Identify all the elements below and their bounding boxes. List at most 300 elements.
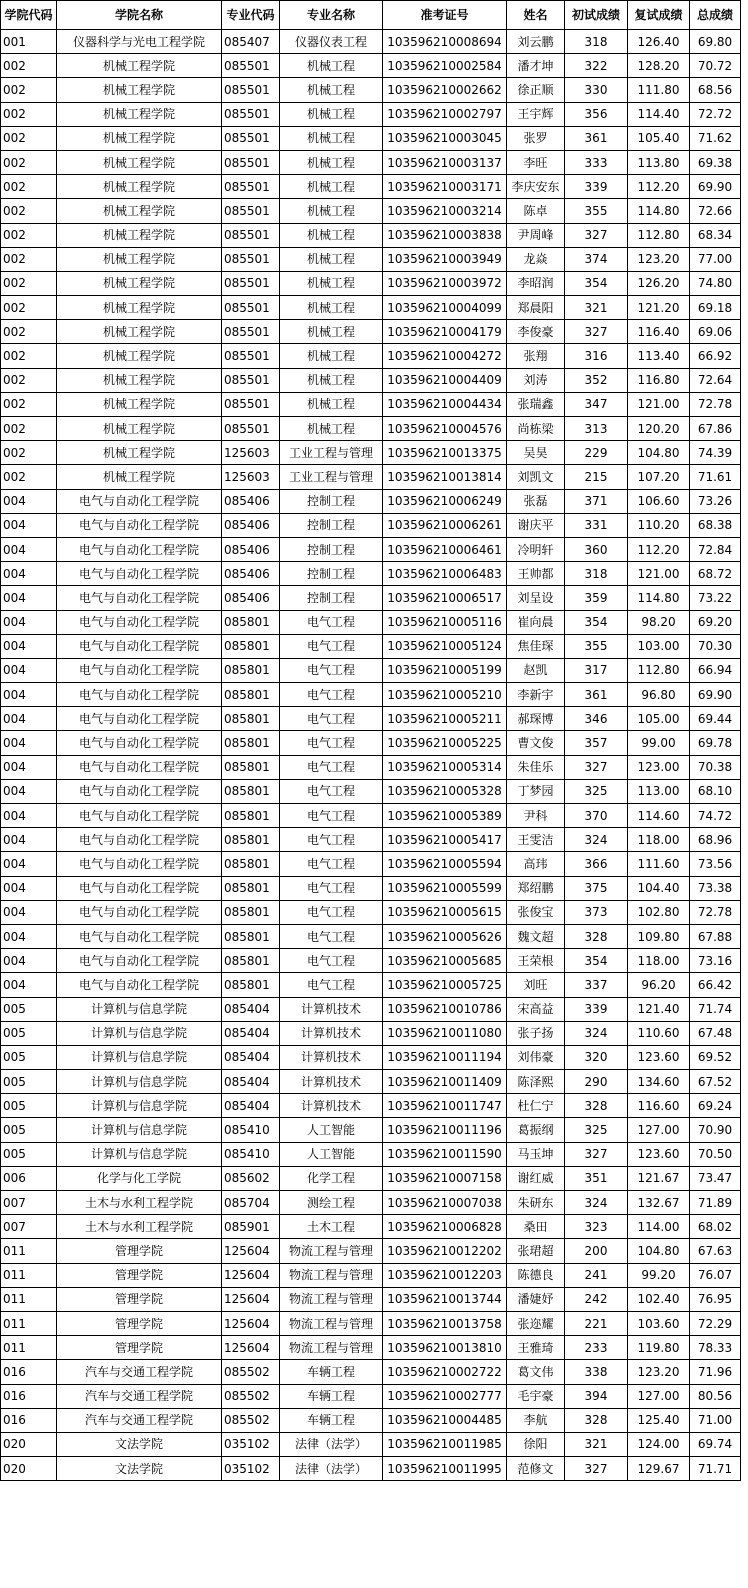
initial-score-cell: 355 xyxy=(565,199,628,223)
major-name-cell: 机械工程 xyxy=(280,368,383,392)
table-row xyxy=(1,320,741,344)
major-name-cell: 机械工程 xyxy=(280,247,383,271)
college-name-cell: 机械工程学院 xyxy=(57,102,222,126)
total-score-cell: 67.86 xyxy=(690,417,741,441)
exam-id-cell: 103596210004409 xyxy=(383,368,507,392)
student-name-cell: 郑晨阳 xyxy=(507,296,565,320)
major-code-cell: 125604 xyxy=(222,1311,280,1335)
exam-id-cell: 103596210005116 xyxy=(383,610,507,634)
major-code-cell: 085801 xyxy=(222,755,280,779)
initial-score-cell: 360 xyxy=(565,537,628,561)
college-code-cell: 002 xyxy=(1,102,57,126)
exam-id-cell: 103596210002777 xyxy=(383,1384,507,1408)
college-code-cell: 002 xyxy=(1,175,57,199)
table-row xyxy=(1,707,741,731)
table-row xyxy=(1,1215,741,1239)
student-name-cell: 吴昊 xyxy=(507,441,565,465)
student-name-cell: 尚栋梁 xyxy=(507,417,565,441)
exam-id-cell: 103596210013375 xyxy=(383,441,507,465)
major-code-cell: 085801 xyxy=(222,949,280,973)
major-code-cell: 085801 xyxy=(222,973,280,997)
student-name-cell: 郑绍鹏 xyxy=(507,876,565,900)
initial-score-cell: 327 xyxy=(565,755,628,779)
major-code-cell: 085901 xyxy=(222,1215,280,1239)
initial-score-cell: 337 xyxy=(565,973,628,997)
initial-score-cell: 325 xyxy=(565,779,628,803)
retest-score-cell: 113.00 xyxy=(628,779,690,803)
major-code-cell: 085501 xyxy=(222,296,280,320)
total-score-cell: 73.47 xyxy=(690,1166,741,1190)
college-code-cell: 005 xyxy=(1,1070,57,1094)
college-name-cell: 管理学院 xyxy=(57,1311,222,1335)
initial-score-cell: 333 xyxy=(565,150,628,174)
major-name-cell: 仪器仪表工程 xyxy=(280,30,383,54)
college-code-cell: 002 xyxy=(1,247,57,271)
retest-score-cell: 118.00 xyxy=(628,949,690,973)
table-row xyxy=(1,392,741,416)
exam-id-cell: 103596210005417 xyxy=(383,828,507,852)
table-row xyxy=(1,1142,741,1166)
total-score-cell: 66.94 xyxy=(690,658,741,682)
major-code-cell: 085801 xyxy=(222,924,280,948)
table-row xyxy=(1,876,741,900)
college-code-cell: 004 xyxy=(1,707,57,731)
total-score-cell: 77.00 xyxy=(690,247,741,271)
initial-score-cell: 233 xyxy=(565,1336,628,1360)
total-score-cell: 68.96 xyxy=(690,828,741,852)
total-score-cell: 67.52 xyxy=(690,1070,741,1094)
total-score-cell: 69.90 xyxy=(690,683,741,707)
college-name-cell: 文法学院 xyxy=(57,1432,222,1456)
student-name-cell: 葛文伟 xyxy=(507,1360,565,1384)
major-name-cell: 控制工程 xyxy=(280,586,383,610)
major-name-cell: 控制工程 xyxy=(280,489,383,513)
total-score-cell: 74.80 xyxy=(690,271,741,295)
major-name-cell: 机械工程 xyxy=(280,199,383,223)
exam-id-cell: 103596210005685 xyxy=(383,949,507,973)
exam-id-cell: 103596210005225 xyxy=(383,731,507,755)
student-name-cell: 毛宇豪 xyxy=(507,1384,565,1408)
exam-id-cell: 103596210011995 xyxy=(383,1457,507,1481)
college-code-cell: 004 xyxy=(1,973,57,997)
exam-id-cell: 103596210011196 xyxy=(383,1118,507,1142)
college-name-cell: 电气与自动化工程学院 xyxy=(57,634,222,658)
major-name-cell: 车辆工程 xyxy=(280,1384,383,1408)
college-code-cell: 002 xyxy=(1,296,57,320)
student-name-cell: 陈卓 xyxy=(507,199,565,223)
initial-score-cell: 328 xyxy=(565,924,628,948)
student-name-cell: 李俊豪 xyxy=(507,320,565,344)
student-name-cell: 杜仁宁 xyxy=(507,1094,565,1118)
major-code-cell: 085801 xyxy=(222,731,280,755)
total-score-cell: 70.50 xyxy=(690,1142,741,1166)
college-code-cell: 004 xyxy=(1,755,57,779)
major-code-cell: 085704 xyxy=(222,1191,280,1215)
header-initial-score: 初试成绩 xyxy=(565,1,628,30)
retest-score-cell: 126.20 xyxy=(628,271,690,295)
student-name-cell: 陈泽熙 xyxy=(507,1070,565,1094)
total-score-cell: 70.90 xyxy=(690,1118,741,1142)
major-code-cell: 085406 xyxy=(222,537,280,561)
initial-score-cell: 347 xyxy=(565,392,628,416)
total-score-cell: 67.63 xyxy=(690,1239,741,1263)
table-row xyxy=(1,1432,741,1456)
college-name-cell: 计算机与信息学院 xyxy=(57,1070,222,1094)
major-code-cell: 085404 xyxy=(222,1070,280,1094)
total-score-cell: 70.30 xyxy=(690,634,741,658)
college-name-cell: 电气与自动化工程学院 xyxy=(57,658,222,682)
table-row xyxy=(1,900,741,924)
table-row xyxy=(1,1239,741,1263)
table-row xyxy=(1,1360,741,1384)
table-row xyxy=(1,658,741,682)
college-name-cell: 土木与水利工程学院 xyxy=(57,1215,222,1239)
total-score-cell: 73.22 xyxy=(690,586,741,610)
college-name-cell: 汽车与交通工程学院 xyxy=(57,1384,222,1408)
major-name-cell: 物流工程与管理 xyxy=(280,1239,383,1263)
exam-id-cell: 103596210005314 xyxy=(383,755,507,779)
student-name-cell: 张翔 xyxy=(507,344,565,368)
exam-id-cell: 103596210008694 xyxy=(383,30,507,54)
student-name-cell: 潘婕妤 xyxy=(507,1287,565,1311)
table-row xyxy=(1,54,741,78)
retest-score-cell: 114.00 xyxy=(628,1215,690,1239)
exam-id-cell: 103596210004272 xyxy=(383,344,507,368)
table-row xyxy=(1,247,741,271)
college-code-cell: 005 xyxy=(1,1118,57,1142)
retest-score-cell: 106.60 xyxy=(628,489,690,513)
exam-id-cell: 103596210010786 xyxy=(383,997,507,1021)
retest-score-cell: 120.20 xyxy=(628,417,690,441)
college-code-cell: 004 xyxy=(1,852,57,876)
student-name-cell: 龙焱 xyxy=(507,247,565,271)
initial-score-cell: 375 xyxy=(565,876,628,900)
retest-score-cell: 129.67 xyxy=(628,1457,690,1481)
student-name-cell: 王荣根 xyxy=(507,949,565,973)
college-name-cell: 计算机与信息学院 xyxy=(57,1094,222,1118)
total-score-cell: 69.18 xyxy=(690,296,741,320)
total-score-cell: 71.61 xyxy=(690,465,741,489)
college-code-cell: 005 xyxy=(1,1021,57,1045)
student-name-cell: 李旺 xyxy=(507,150,565,174)
total-score-cell: 72.84 xyxy=(690,537,741,561)
initial-score-cell: 339 xyxy=(565,175,628,199)
major-name-cell: 机械工程 xyxy=(280,175,383,199)
total-score-cell: 66.92 xyxy=(690,344,741,368)
student-name-cell: 王雯洁 xyxy=(507,828,565,852)
retest-score-cell: 109.80 xyxy=(628,924,690,948)
retest-score-cell: 125.40 xyxy=(628,1408,690,1432)
student-name-cell: 王帅都 xyxy=(507,562,565,586)
total-score-cell: 70.38 xyxy=(690,755,741,779)
table-row xyxy=(1,852,741,876)
college-code-cell: 016 xyxy=(1,1360,57,1384)
major-name-cell: 测绘工程 xyxy=(280,1191,383,1215)
total-score-cell: 69.78 xyxy=(690,731,741,755)
exam-id-cell: 103596210003838 xyxy=(383,223,507,247)
student-name-cell: 徐正顺 xyxy=(507,78,565,102)
retest-score-cell: 112.20 xyxy=(628,537,690,561)
exam-id-cell: 103596210013814 xyxy=(383,465,507,489)
major-code-cell: 085502 xyxy=(222,1384,280,1408)
student-name-cell: 谢庆平 xyxy=(507,513,565,537)
major-name-cell: 人工智能 xyxy=(280,1118,383,1142)
college-code-cell: 004 xyxy=(1,683,57,707)
major-code-cell: 085801 xyxy=(222,658,280,682)
retest-score-cell: 134.60 xyxy=(628,1070,690,1094)
retest-score-cell: 114.80 xyxy=(628,199,690,223)
major-code-cell: 085501 xyxy=(222,417,280,441)
initial-score-cell: 357 xyxy=(565,731,628,755)
major-code-cell: 125603 xyxy=(222,465,280,489)
college-code-cell: 006 xyxy=(1,1166,57,1190)
exam-id-cell: 103596210002584 xyxy=(383,54,507,78)
exam-id-cell: 103596210004485 xyxy=(383,1408,507,1432)
student-name-cell: 桑田 xyxy=(507,1215,565,1239)
initial-score-cell: 323 xyxy=(565,1215,628,1239)
initial-score-cell: 371 xyxy=(565,489,628,513)
retest-score-cell: 121.20 xyxy=(628,296,690,320)
college-name-cell: 管理学院 xyxy=(57,1336,222,1360)
table-row xyxy=(1,1191,741,1215)
initial-score-cell: 354 xyxy=(565,271,628,295)
major-code-cell: 085407 xyxy=(222,30,280,54)
major-name-cell: 法律（法学） xyxy=(280,1432,383,1456)
major-code-cell: 085501 xyxy=(222,150,280,174)
retest-score-cell: 96.80 xyxy=(628,683,690,707)
college-name-cell: 机械工程学院 xyxy=(57,417,222,441)
header-college-name: 学院名称 xyxy=(57,1,222,30)
total-score-cell: 72.78 xyxy=(690,392,741,416)
exam-id-cell: 103596210003214 xyxy=(383,199,507,223)
initial-score-cell: 361 xyxy=(565,683,628,707)
major-name-cell: 物流工程与管理 xyxy=(280,1287,383,1311)
table-row xyxy=(1,586,741,610)
exam-id-cell: 103596210011747 xyxy=(383,1094,507,1118)
college-name-cell: 电气与自动化工程学院 xyxy=(57,513,222,537)
initial-score-cell: 325 xyxy=(565,1118,628,1142)
major-name-cell: 化学工程 xyxy=(280,1166,383,1190)
major-code-cell: 085801 xyxy=(222,610,280,634)
college-code-cell: 002 xyxy=(1,368,57,392)
major-code-cell: 125604 xyxy=(222,1239,280,1263)
major-name-cell: 计算机技术 xyxy=(280,1045,383,1069)
initial-score-cell: 354 xyxy=(565,610,628,634)
retest-score-cell: 121.00 xyxy=(628,392,690,416)
retest-score-cell: 105.00 xyxy=(628,707,690,731)
initial-score-cell: 374 xyxy=(565,247,628,271)
table-row xyxy=(1,465,741,489)
table-row xyxy=(1,634,741,658)
header-name: 姓名 xyxy=(507,1,565,30)
major-code-cell: 085501 xyxy=(222,368,280,392)
college-code-cell: 002 xyxy=(1,54,57,78)
college-code-cell: 005 xyxy=(1,997,57,1021)
retest-score-cell: 112.80 xyxy=(628,658,690,682)
major-name-cell: 物流工程与管理 xyxy=(280,1263,383,1287)
total-score-cell: 74.72 xyxy=(690,804,741,828)
college-name-cell: 机械工程学院 xyxy=(57,223,222,247)
table-row xyxy=(1,102,741,126)
table-row xyxy=(1,683,741,707)
college-name-cell: 机械工程学院 xyxy=(57,296,222,320)
table-row xyxy=(1,1287,741,1311)
initial-score-cell: 327 xyxy=(565,223,628,247)
college-code-cell: 004 xyxy=(1,949,57,973)
major-code-cell: 035102 xyxy=(222,1457,280,1481)
college-name-cell: 电气与自动化工程学院 xyxy=(57,804,222,828)
college-code-cell: 020 xyxy=(1,1432,57,1456)
exam-id-cell: 103596210011985 xyxy=(383,1432,507,1456)
retest-score-cell: 123.20 xyxy=(628,1360,690,1384)
initial-score-cell: 331 xyxy=(565,513,628,537)
student-name-cell: 王雅琦 xyxy=(507,1336,565,1360)
retest-score-cell: 99.20 xyxy=(628,1263,690,1287)
initial-score-cell: 215 xyxy=(565,465,628,489)
total-score-cell: 71.89 xyxy=(690,1191,741,1215)
total-score-cell: 69.38 xyxy=(690,150,741,174)
initial-score-cell: 229 xyxy=(565,441,628,465)
college-code-cell: 005 xyxy=(1,1045,57,1069)
total-score-cell: 68.02 xyxy=(690,1215,741,1239)
initial-score-cell: 317 xyxy=(565,658,628,682)
exam-id-cell: 103596210006461 xyxy=(383,537,507,561)
total-score-cell: 66.42 xyxy=(690,973,741,997)
student-name-cell: 刘云鹏 xyxy=(507,30,565,54)
total-score-cell: 69.24 xyxy=(690,1094,741,1118)
college-code-cell: 004 xyxy=(1,562,57,586)
college-name-cell: 电气与自动化工程学院 xyxy=(57,949,222,973)
college-name-cell: 土木与水利工程学院 xyxy=(57,1191,222,1215)
college-code-cell: 011 xyxy=(1,1239,57,1263)
total-score-cell: 68.72 xyxy=(690,562,741,586)
major-name-cell: 法律（法学） xyxy=(280,1457,383,1481)
retest-score-cell: 104.80 xyxy=(628,441,690,465)
major-code-cell: 085501 xyxy=(222,126,280,150)
table-row xyxy=(1,150,741,174)
student-name-cell: 李新宇 xyxy=(507,683,565,707)
college-name-cell: 机械工程学院 xyxy=(57,368,222,392)
college-name-cell: 计算机与信息学院 xyxy=(57,1021,222,1045)
total-score-cell: 69.80 xyxy=(690,30,741,54)
college-code-cell: 004 xyxy=(1,537,57,561)
college-code-cell: 011 xyxy=(1,1336,57,1360)
major-name-cell: 土木工程 xyxy=(280,1215,383,1239)
retest-score-cell: 128.20 xyxy=(628,54,690,78)
major-name-cell: 计算机技术 xyxy=(280,1094,383,1118)
table-row xyxy=(1,1336,741,1360)
total-score-cell: 72.66 xyxy=(690,199,741,223)
major-name-cell: 电气工程 xyxy=(280,707,383,731)
initial-score-cell: 241 xyxy=(565,1263,628,1287)
total-score-cell: 71.71 xyxy=(690,1457,741,1481)
student-name-cell: 崔向晨 xyxy=(507,610,565,634)
college-code-cell: 002 xyxy=(1,417,57,441)
total-score-cell: 73.16 xyxy=(690,949,741,973)
college-code-cell: 004 xyxy=(1,900,57,924)
student-name-cell: 张迩耀 xyxy=(507,1311,565,1335)
exam-id-cell: 103596210005626 xyxy=(383,924,507,948)
college-code-cell: 016 xyxy=(1,1408,57,1432)
exam-id-cell: 103596210004179 xyxy=(383,320,507,344)
college-code-cell: 001 xyxy=(1,30,57,54)
major-name-cell: 电气工程 xyxy=(280,755,383,779)
major-code-cell: 085801 xyxy=(222,876,280,900)
initial-score-cell: 355 xyxy=(565,634,628,658)
initial-score-cell: 370 xyxy=(565,804,628,828)
initial-score-cell: 316 xyxy=(565,344,628,368)
total-score-cell: 74.39 xyxy=(690,441,741,465)
student-name-cell: 朱研东 xyxy=(507,1191,565,1215)
college-name-cell: 仪器科学与光电工程学院 xyxy=(57,30,222,54)
initial-score-cell: 324 xyxy=(565,828,628,852)
initial-score-cell: 242 xyxy=(565,1287,628,1311)
college-name-cell: 机械工程学院 xyxy=(57,175,222,199)
retest-score-cell: 113.40 xyxy=(628,344,690,368)
initial-score-cell: 327 xyxy=(565,1457,628,1481)
college-code-cell: 016 xyxy=(1,1384,57,1408)
college-name-cell: 电气与自动化工程学院 xyxy=(57,900,222,924)
exam-id-cell: 103596210006261 xyxy=(383,513,507,537)
exam-id-cell: 103596210012202 xyxy=(383,1239,507,1263)
initial-score-cell: 352 xyxy=(565,368,628,392)
table-row xyxy=(1,1045,741,1069)
exam-id-cell: 103596210003045 xyxy=(383,126,507,150)
retest-score-cell: 96.20 xyxy=(628,973,690,997)
student-name-cell: 李航 xyxy=(507,1408,565,1432)
major-name-cell: 机械工程 xyxy=(280,150,383,174)
retest-score-cell: 110.20 xyxy=(628,513,690,537)
table-row xyxy=(1,828,741,852)
table-row xyxy=(1,924,741,948)
student-name-cell: 尹科 xyxy=(507,804,565,828)
retest-score-cell: 126.40 xyxy=(628,30,690,54)
table-body xyxy=(1,30,741,1481)
major-name-cell: 人工智能 xyxy=(280,1142,383,1166)
exam-id-cell: 103596210006483 xyxy=(383,562,507,586)
college-code-cell: 002 xyxy=(1,150,57,174)
major-code-cell: 085501 xyxy=(222,199,280,223)
major-name-cell: 电气工程 xyxy=(280,949,383,973)
retest-score-cell: 104.40 xyxy=(628,876,690,900)
student-name-cell: 刘涛 xyxy=(507,368,565,392)
exam-id-cell: 103596210005199 xyxy=(383,658,507,682)
college-name-cell: 管理学院 xyxy=(57,1239,222,1263)
exam-id-cell: 103596210005328 xyxy=(383,779,507,803)
initial-score-cell: 361 xyxy=(565,126,628,150)
major-code-cell: 085501 xyxy=(222,78,280,102)
header-major-name: 专业名称 xyxy=(280,1,383,30)
retest-score-cell: 116.80 xyxy=(628,368,690,392)
initial-score-cell: 321 xyxy=(565,1432,628,1456)
major-code-cell: 085502 xyxy=(222,1360,280,1384)
total-score-cell: 73.26 xyxy=(690,489,741,513)
table-row xyxy=(1,223,741,247)
major-code-cell: 085501 xyxy=(222,247,280,271)
major-code-cell: 125604 xyxy=(222,1263,280,1287)
college-name-cell: 机械工程学院 xyxy=(57,392,222,416)
exam-id-cell: 103596210011080 xyxy=(383,1021,507,1045)
exam-id-cell: 103596210005594 xyxy=(383,852,507,876)
college-code-cell: 011 xyxy=(1,1311,57,1335)
college-name-cell: 管理学院 xyxy=(57,1263,222,1287)
exam-id-cell: 103596210011590 xyxy=(383,1142,507,1166)
student-name-cell: 马玉坤 xyxy=(507,1142,565,1166)
college-name-cell: 机械工程学院 xyxy=(57,54,222,78)
table-row xyxy=(1,949,741,973)
table-row xyxy=(1,997,741,1021)
retest-score-cell: 112.80 xyxy=(628,223,690,247)
